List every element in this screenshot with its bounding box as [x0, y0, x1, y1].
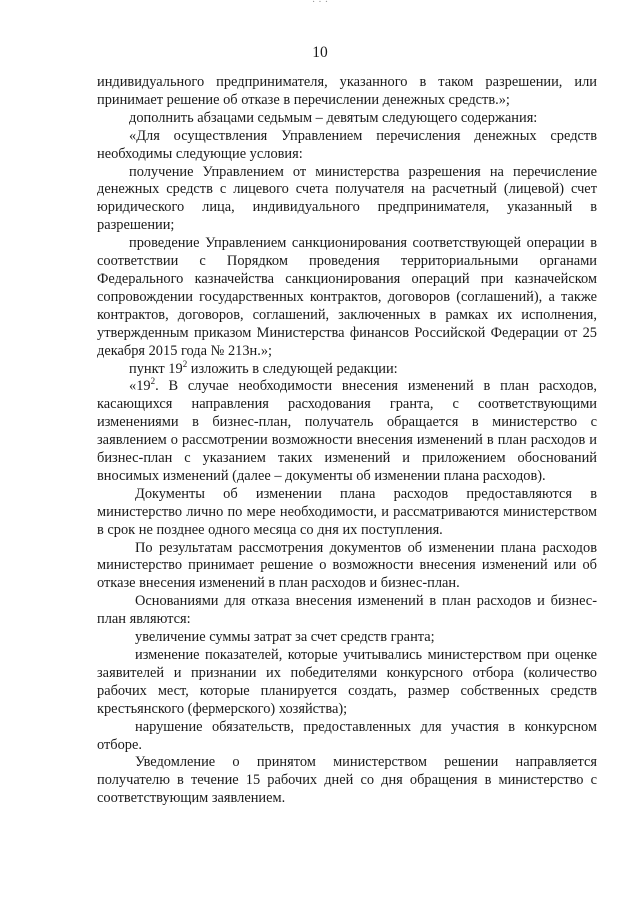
- page-number: 10: [312, 44, 328, 61]
- paragraph-text: «19: [129, 378, 151, 395]
- paragraph: «Для осуществления Управлением перечисления денежных средств необходимы следующие условия:: [97, 127, 597, 162]
- paragraph: [97, 378, 597, 485]
- paragraph-text: изложить в следующей редакции:: [187, 360, 398, 377]
- paragraph: изменение показателей, которые учитывались министерством при оценке заявителей и признании их победителями конкурсного отбора (количество рабочих мест, которые планируется создать, размер собственных средств крестьянского (фермерского) хозяйства);: [97, 647, 597, 717]
- paragraph: индивидуального предпринимателя, указанного в таком разрешении, или принимает решение об отказе в перечислении денежных средств.»;: [97, 74, 597, 108]
- superscript: 2: [182, 358, 188, 369]
- paragraph-text: пункт 19: [129, 360, 183, 377]
- paragraph: [97, 358, 597, 379]
- paragraph: Документы об изменении плана расходов предоставляются в министерство лично по мере необходимости, и рассматриваются министерством в срок не позднее одного месяца со дня их поступления.: [97, 485, 597, 538]
- paragraph: дополнить абзацами седьмым – девятым следующего содержания:: [129, 109, 538, 126]
- paragraph: получение Управлением от министерства разрешения на перечисление денежных средств с лицевого счета получателя на расчетный (лицевой) счет юридического лица, индивидуального предпринимателя, указанный в разрешении;: [97, 163, 597, 234]
- paragraph: Основаниями для отказа внесения изменений в план расходов и бизнес-план являются:: [97, 593, 597, 628]
- paragraph: увеличение суммы затрат за счет средств гранта;: [135, 629, 435, 646]
- page-top-mark: · · ·: [311, 0, 329, 8]
- paragraph: По результатам рассмотрения документов об изменении плана расходов министерство принимает решение о возможности внесения изменений или об отказе внесения изменений в план расходов и бизнес-план.: [97, 539, 597, 592]
- paragraph-text: . В случае необходимости внесения изменений в план расходов, касающихся направления расходования гранта, с соответствующими изменениями в бизнес-план, получатель обращается в министерство с заявлением о рассмотрении возможности внесения изменений в план расходов и бизнес-план с указанием таких изменений и приложением обоснований вносимых изменений (далее – документы об изменении плана расходов).: [97, 378, 597, 484]
- paragraph: нарушение обязательств, предоставленных для участия в конкурсном отборе.: [97, 718, 597, 753]
- paragraph: Уведомление о принятом министерством решении направляется получателю в течение 15 рабочих дней со дня обращения в министерство с соответствующим заявлением.: [97, 754, 597, 807]
- superscript: 2: [150, 376, 156, 387]
- document-body: [97, 74, 597, 808]
- paragraph: проведение Управлением санкционирования соответствующей операции в соответствии с Порядком проведения территориальными органами Федерального казначейства санкционирования операций при казначейском сопровождении государственных контрактов, договоров (соглашений), а также контрактов, договоров, соглашений, заключенных в рамках их исполнения, утвержденным приказом Министерства финансов Российской Федерации от 25 декабря 2015 года № 213н.»;: [97, 235, 597, 359]
